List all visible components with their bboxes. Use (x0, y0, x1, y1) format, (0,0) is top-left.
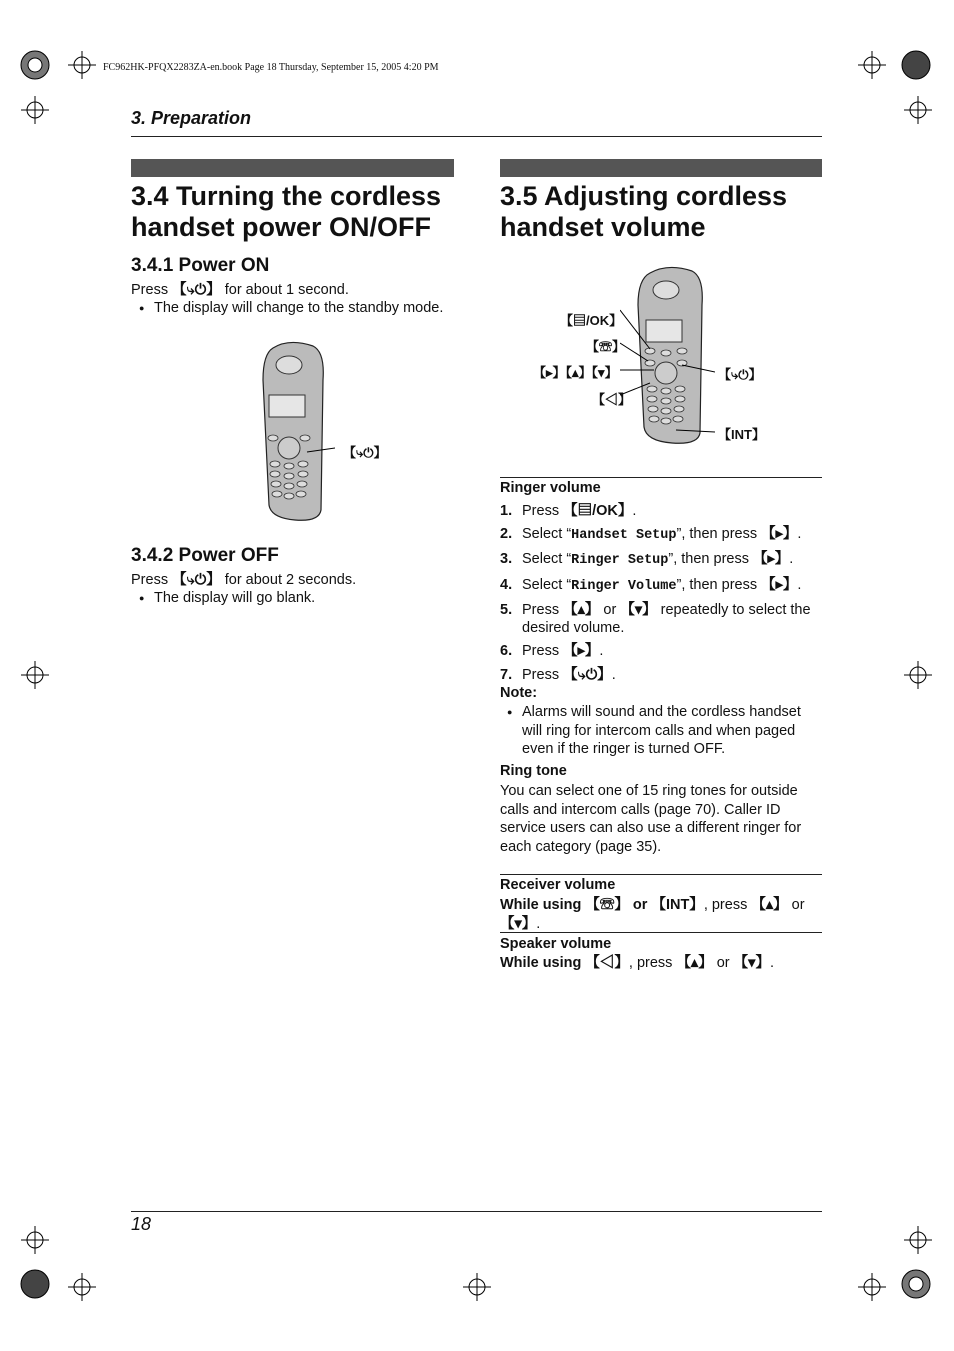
off-key: 【⤷⏻】 (563, 666, 612, 683)
ringer-steps (500, 502, 822, 689)
handset-illustration (255, 340, 335, 525)
period: . (769, 955, 774, 971)
right-key: 【▸】 (761, 526, 798, 543)
right-heading-bar (500, 159, 822, 177)
menu-option: Handset Setup (571, 528, 677, 544)
menu-option: Ringer Setup (571, 553, 669, 569)
int-callout: 【INT】 (718, 427, 765, 442)
step-text: ”, then press (676, 576, 762, 593)
menu-option: Ringer Volume (571, 578, 677, 594)
right-heading: 3.5 Adjusting cordless handset volume (500, 181, 788, 242)
power-off-instruction (131, 571, 356, 590)
note-label: Note: (500, 685, 538, 701)
step-7 (500, 666, 822, 685)
up-key: 【▴】 (676, 955, 713, 971)
off-key: 【⤷⏻】 (172, 282, 221, 298)
up-key: 【▴】 (563, 601, 600, 618)
step-5 (500, 601, 822, 638)
step-text: Press (522, 503, 564, 519)
power-off-bullet: ● The display will go blank. (154, 589, 315, 608)
menu-ok-key: 【▤/OK】 (563, 503, 633, 519)
down-key: 【▾】 (733, 955, 770, 971)
file-header: FC962HK-PFQX2283ZA-en.book Page 18 Thursday, September 15, 2005 4:20 PM (103, 62, 439, 73)
note-bullet: ● Alarms will sound and the cordless handset will ring for intercom calls and when paged even if the ringer is turned OFF. (522, 703, 822, 759)
while-label: While using (500, 955, 586, 971)
step-2: 2. Select “Handset Setup”, then press 【▸】. (500, 526, 802, 544)
step-text: repeatedly to select the desired volume. (522, 601, 811, 637)
section-title: 3. Preparation (131, 108, 252, 128)
or-word: or (787, 897, 805, 913)
step-text: Press (522, 601, 564, 618)
step-text: . (611, 666, 616, 683)
footer-rule (131, 1211, 822, 1212)
step-6 (500, 642, 822, 661)
talk-callout: 【☏】 (586, 339, 626, 354)
or-word: or (628, 897, 652, 913)
step-text: . (632, 503, 637, 519)
speaker-title: Speaker volume (500, 936, 612, 952)
ring-tone-text: You can select one of 15 ring tones for outside calls and intercom calls (page 70). Caller ID service users can also use a different ringer for each category (page 35). (500, 783, 802, 855)
talk-key: 【☏】 (585, 897, 629, 913)
receiver-title: Receiver volume (500, 877, 616, 893)
step-text: . (599, 643, 604, 660)
nav-keys-callout: 【▸】【▴】【▾】 (533, 365, 618, 380)
step-4: 4. Select “Ringer Volume”, then press 【▸】. (500, 576, 802, 594)
step-3: 3. Select “Ringer Setup”, then press 【▸】. (500, 551, 794, 569)
step-text: Select “ (522, 551, 572, 568)
step-number: 5. (500, 601, 513, 618)
step-text: Select “ (522, 526, 572, 543)
step-text: Press (522, 666, 564, 683)
press-word: Press (131, 572, 169, 588)
receiver-rule (500, 874, 822, 875)
left-heading-bar (131, 159, 454, 177)
handset-volume-illustration (620, 265, 715, 450)
speaker-rule (500, 932, 822, 933)
power-on-bullet: ● The display will change to the standby mode. (154, 299, 443, 318)
step-text: Press (522, 643, 564, 660)
step-text: or (599, 601, 621, 618)
down-key: 【▾】 (500, 915, 537, 932)
off-key-callout: 【⤷⏻】 (718, 367, 762, 382)
power-on-heading: 3.4.1 Power ON (131, 255, 270, 276)
left-heading: 3.4 Turning the cordless handset power ON/OFF (131, 181, 442, 242)
step-number: 4. (500, 576, 513, 593)
or-word: or (712, 955, 734, 971)
step-text: ”, then press (676, 526, 762, 543)
figure-off-key-callout: 【⤷⏻】 (343, 445, 387, 460)
step-number: 7. (500, 666, 513, 683)
period: . (536, 915, 541, 932)
power-on-instruction (131, 281, 349, 300)
right-key: 【▸】 (563, 643, 600, 660)
while-label: While using (500, 897, 586, 913)
page-number: 18 (131, 1214, 152, 1234)
press-word: , press (628, 955, 677, 971)
step-number: 2. (500, 526, 513, 543)
step-text: Select “ (522, 576, 572, 593)
ringer-rule (500, 477, 822, 478)
ringer-title: Ringer volume (500, 480, 601, 496)
speaker-key: 【◁】 (585, 955, 629, 971)
press-word: Press (131, 282, 169, 298)
speaker-callout: 【◁】 (592, 392, 632, 407)
off-key: 【⤷⏻】 (172, 572, 221, 588)
speaker-text (500, 954, 822, 973)
step-text: ”, then press (668, 551, 754, 568)
menu-ok-callout: 【▤/OK】 (560, 313, 623, 328)
step-number: 6. (500, 643, 513, 660)
receiver-text (500, 896, 830, 933)
power-off-heading: 3.4.2 Power OFF (131, 545, 279, 566)
right-key: 【▸】 (753, 551, 790, 568)
down-key: 【▾】 (620, 601, 657, 618)
up-key: 【▴】 (751, 897, 788, 913)
power-on-rest: for about 1 second. (220, 282, 349, 298)
ring-tone-title: Ring tone (500, 763, 567, 779)
header-rule (131, 136, 822, 137)
step-1 (500, 502, 822, 521)
step-number: 3. (500, 551, 513, 568)
power-off-rest: for about 2 seconds. (220, 572, 357, 588)
step-number: 1. (500, 503, 513, 519)
press-word: , press (703, 897, 752, 913)
right-key: 【▸】 (761, 576, 798, 593)
int-key: 【INT】 (651, 897, 704, 913)
